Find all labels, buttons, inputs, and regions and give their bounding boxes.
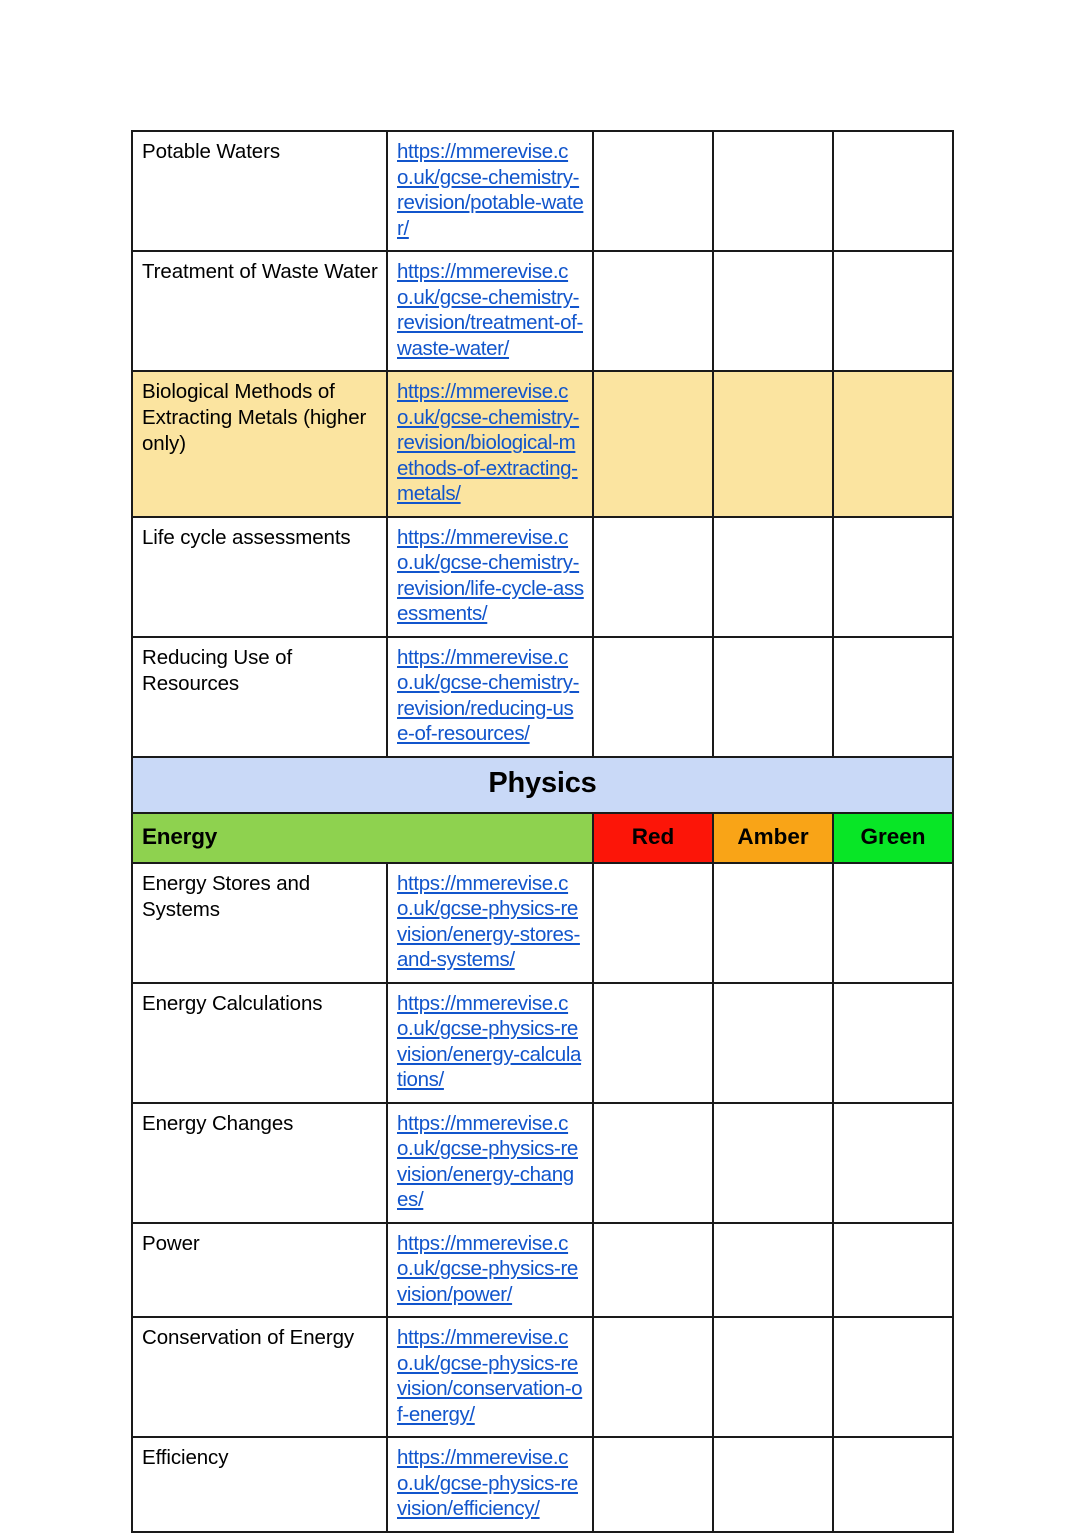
- rag-red-cell[interactable]: [593, 131, 713, 251]
- rag-amber-cell[interactable]: [713, 637, 833, 757]
- topic-cell: Potable Waters: [132, 131, 387, 251]
- rag-red-cell[interactable]: [593, 863, 713, 983]
- rag-key-amber: Amber: [713, 813, 833, 863]
- topic-cell: Reducing Use of Resources: [132, 637, 387, 757]
- rag-amber-cell[interactable]: [713, 983, 833, 1103]
- rag-amber-cell[interactable]: [713, 1317, 833, 1437]
- table-row: [132, 637, 953, 757]
- link-cell: [387, 983, 593, 1103]
- link-cell: [387, 1437, 593, 1532]
- link-cell: [387, 1317, 593, 1437]
- topic-link[interactable]: https://mmerevise.co.uk/gcse-physics-revision/power/: [397, 1231, 578, 1306]
- table-row: [132, 1223, 953, 1318]
- table-body: [132, 131, 953, 1532]
- table-row: [132, 863, 953, 983]
- rag-red-cell[interactable]: [593, 371, 713, 517]
- group-header-name: Energy: [132, 813, 593, 863]
- rag-green-cell[interactable]: [833, 1437, 953, 1532]
- rag-red-cell[interactable]: [593, 1103, 713, 1223]
- rag-amber-cell[interactable]: [713, 131, 833, 251]
- topic-link[interactable]: https://mmerevise.co.uk/gcse-chemistry-revision/treatment-of-waste-water/: [397, 260, 583, 360]
- topic-link[interactable]: https://mmerevise.co.uk/gcse-physics-revision/efficiency/: [397, 1446, 578, 1520]
- link-cell: [387, 251, 593, 371]
- rag-green-cell[interactable]: [833, 863, 953, 983]
- rag-red-cell[interactable]: [593, 1317, 713, 1437]
- topic-link[interactable]: https://mmerevise.co.uk/gcse-chemistry-revision/life-cycle-assessments/: [397, 525, 584, 625]
- rag-green-cell[interactable]: [833, 251, 953, 371]
- link-cell: [387, 1103, 593, 1223]
- topic-cell: Power: [132, 1223, 387, 1318]
- rag-red-cell[interactable]: [593, 637, 713, 757]
- table-row: [132, 1437, 953, 1532]
- topic-cell: Energy Calculations: [132, 983, 387, 1103]
- topic-link[interactable]: https://mmerevise.co.uk/gcse-chemistry-revision/biological-methods-of-extracting-metals/: [397, 380, 580, 505]
- rag-key-red: Red: [593, 813, 713, 863]
- link-cell: [387, 131, 593, 251]
- rag-amber-cell[interactable]: [713, 1223, 833, 1318]
- topic-cell: Energy Stores and Systems: [132, 863, 387, 983]
- topic-cell: Life cycle assessments: [132, 517, 387, 637]
- link-cell: [387, 863, 593, 983]
- subject-title: Physics: [488, 766, 597, 799]
- rag-amber-cell[interactable]: [713, 1437, 833, 1532]
- rag-red-cell[interactable]: [593, 1437, 713, 1532]
- rag-green-cell[interactable]: [833, 517, 953, 637]
- rag-red-cell[interactable]: [593, 517, 713, 637]
- link-cell: [387, 1223, 593, 1318]
- topic-link[interactable]: https://mmerevise.co.uk/gcse-chemistry-revision/reducing-use-of-resources/: [397, 645, 580, 745]
- table-row: [132, 517, 953, 637]
- link-cell: [387, 517, 593, 637]
- topic-cell: Conservation of Energy: [132, 1317, 387, 1437]
- table-row: [132, 1103, 953, 1223]
- revision-checklist-table: [131, 130, 954, 1533]
- rag-green-cell[interactable]: [833, 1103, 953, 1223]
- topic-cell: Energy Changes: [132, 1103, 387, 1223]
- subject-banner-cell: [132, 757, 953, 813]
- topic-cell: Treatment of Waste Water: [132, 251, 387, 371]
- topic-cell: Biological Methods of Extracting Metals (higher only): [132, 371, 387, 517]
- table-row: [132, 1317, 953, 1437]
- table-row: [132, 251, 953, 371]
- rag-green-cell[interactable]: [833, 637, 953, 757]
- topic-link[interactable]: https://mmerevise.co.uk/gcse-physics-revision/energy-changes/: [397, 1111, 578, 1211]
- rag-amber-cell[interactable]: [713, 1103, 833, 1223]
- rag-green-cell[interactable]: [833, 1317, 953, 1437]
- rag-red-cell[interactable]: [593, 983, 713, 1103]
- group-header-row: [132, 813, 953, 863]
- table-row: [132, 131, 953, 251]
- rag-green-cell[interactable]: [833, 371, 953, 517]
- rag-key-green: Green: [833, 813, 953, 863]
- topic-link[interactable]: https://mmerevise.co.uk/gcse-physics-revision/conservation-of-energy/: [397, 1326, 583, 1426]
- rag-amber-cell[interactable]: [713, 251, 833, 371]
- topic-link[interactable]: https://mmerevise.co.uk/gcse-physics-revision/energy-stores-and-systems/: [397, 871, 580, 971]
- link-cell: [387, 371, 593, 517]
- rag-red-cell[interactable]: [593, 1223, 713, 1318]
- table-row: [132, 983, 953, 1103]
- rag-green-cell[interactable]: [833, 131, 953, 251]
- rag-red-cell[interactable]: [593, 251, 713, 371]
- topic-cell: Efficiency: [132, 1437, 387, 1532]
- rag-amber-cell[interactable]: [713, 517, 833, 637]
- rag-amber-cell[interactable]: [713, 863, 833, 983]
- rag-green-cell[interactable]: [833, 1223, 953, 1318]
- link-cell: [387, 637, 593, 757]
- table-row: [132, 371, 953, 517]
- topic-link[interactable]: https://mmerevise.co.uk/gcse-physics-revision/energy-calculations/: [397, 991, 582, 1091]
- topic-link[interactable]: https://mmerevise.co.uk/gcse-chemistry-revision/potable-water/: [397, 140, 584, 240]
- rag-green-cell[interactable]: [833, 983, 953, 1103]
- subject-banner-row: [132, 757, 953, 813]
- rag-amber-cell[interactable]: [713, 371, 833, 517]
